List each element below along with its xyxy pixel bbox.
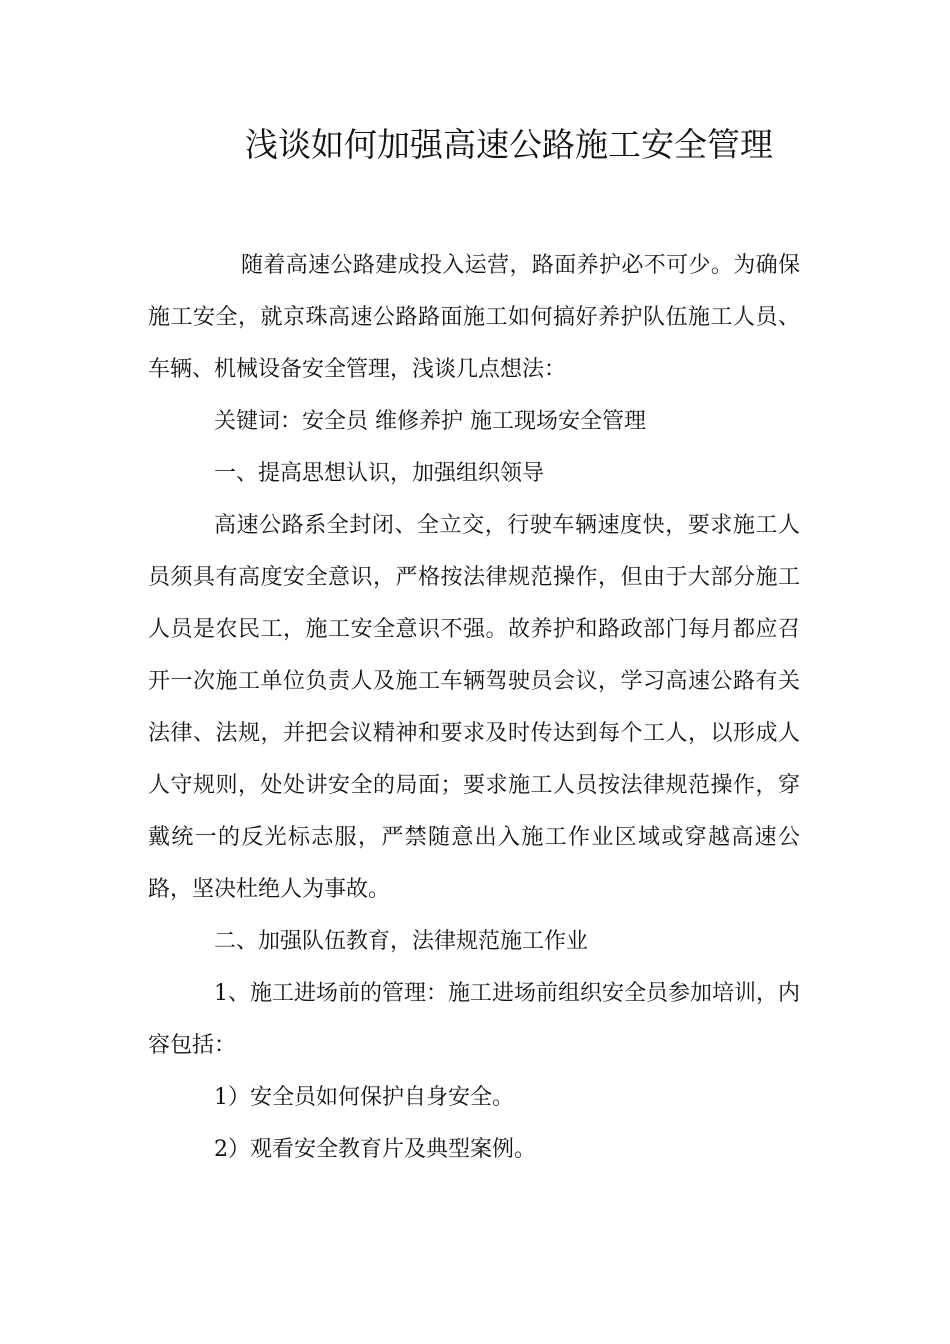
section-heading-1: 一、提高思想认识，加强组织领导 (214, 461, 545, 486)
intro-paragraph: 随着高速公路建成投入运营，路面养护必不可少。为确保施工安全，就京珠高速公路路面施工如何搞好养护队伍施工人员、车辆、机械设备安全管理，浅谈几点想法： (148, 253, 800, 382)
document-title: 浅谈如何加强高速公路施工安全管理 (245, 125, 773, 164)
keywords-paragraph: 关键词：安全员 维修养护 施工现场安全管理 (214, 409, 646, 434)
document-body (148, 240, 800, 1176)
list-item-1: 1）安全员如何保护自身安全。 (214, 1085, 514, 1110)
section-1-paragraph: 高速公路系全封闭、全立交，行驶车辆速度快，要求施工人员须具有高度安全意识，严格按法律规范操作，但由于大部分施工人员是农民工，施工安全意识不强。故养护和路政部门每月都应召开一次施工单位负责人及施工车辆驾驶员会议，学习高速公路有关法律、法规，并把会议精神和要求及时传达到每个工人，以形成人人守规则，处处讲安全的局面；要求施工人员按法律规范操作，穿戴统一的反光标志服，严禁随意出入施工作业区域或穿越高速公路，坚决杜绝人为事故。 (148, 513, 800, 902)
list-item-2: 2）观看安全教育片及典型案例。 (214, 1137, 536, 1162)
subsection-1-paragraph: 1、施工进场前的管理：施工进场前组织安全员参加培训，内容包括： (148, 981, 800, 1058)
section-heading-2: 二、加强队伍教育，法律规范施工作业 (214, 929, 589, 954)
